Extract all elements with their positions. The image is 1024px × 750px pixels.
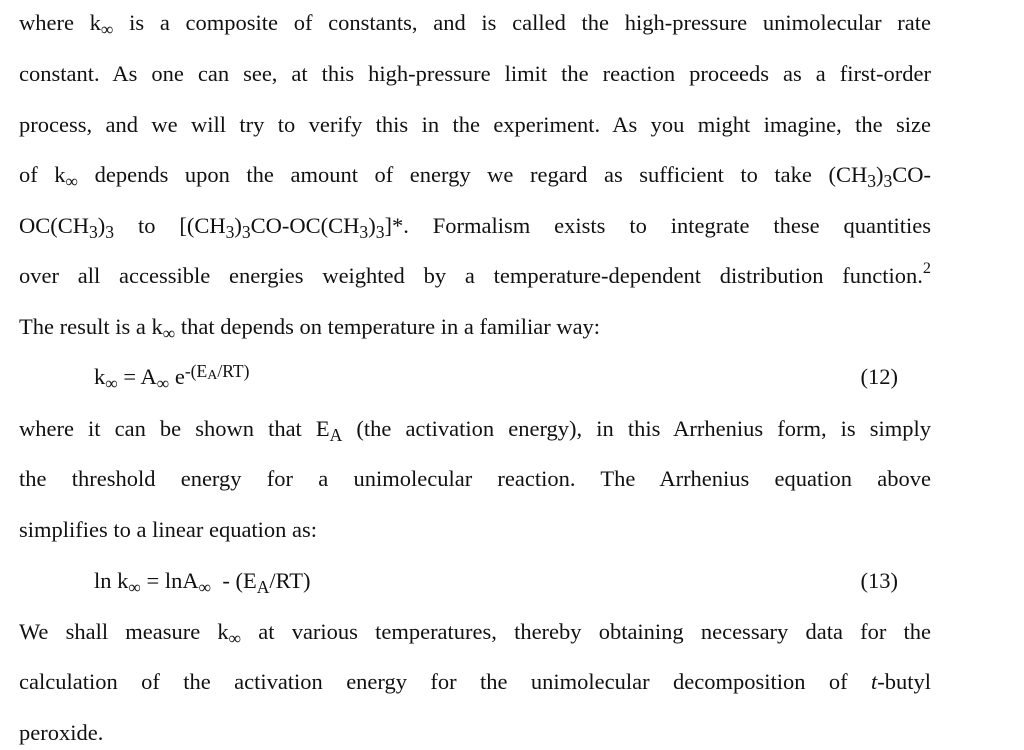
- text-segment: We shall measure k: [19, 619, 229, 644]
- text-segment: (the activation energy), in this Arrhenius form, is simply: [342, 416, 932, 441]
- equation-13: [94, 566, 898, 596]
- text-segment: OC(CH: [19, 213, 90, 238]
- text-segment: simplifies to a linear equation as:: [19, 517, 318, 542]
- subscript: ∞: [128, 576, 141, 597]
- subscript: ∞: [228, 627, 242, 648]
- paragraph1-line5: [19, 212, 931, 240]
- subscript: ∞: [162, 322, 176, 343]
- paragraph1-line7: [19, 313, 931, 341]
- subscript: A: [207, 366, 218, 383]
- text-segment: CO-: [892, 162, 931, 187]
- subscript: ∞: [100, 18, 114, 39]
- text-segment: CO-OC(CH: [250, 213, 360, 238]
- subscript: ∞: [156, 372, 170, 393]
- text-segment: where it can be shown that E: [19, 416, 330, 441]
- paragraph2-line1: [19, 415, 931, 443]
- text-segment: to [(CH: [114, 213, 226, 238]
- text-segment: -(E: [184, 360, 208, 381]
- italic-text: t: [870, 669, 878, 694]
- text-segment: The result is a k: [19, 314, 163, 339]
- text-segment: is a composite of constants, and is called the high-pressure unimolecular rate: [113, 10, 931, 35]
- text-segment: peroxide.: [19, 720, 104, 745]
- subscript: 3: [359, 221, 369, 242]
- equation-13-body: [94, 566, 311, 596]
- text-segment: ): [234, 213, 242, 238]
- text-segment: /RT): [269, 568, 311, 593]
- subscript: 3: [241, 221, 251, 242]
- text-segment: that depends on temperature in a familiar way:: [175, 314, 601, 339]
- text-segment: of k: [19, 162, 66, 187]
- equation-12: [94, 362, 898, 392]
- subscript: 3: [89, 221, 98, 242]
- text-segment: -butyl: [877, 669, 931, 694]
- text-segment: calculation of the activation energy for the unimolecular decomposition of: [19, 669, 871, 694]
- subscript: 3: [105, 221, 115, 242]
- paragraph1-line4: [19, 161, 931, 189]
- text-segment: - (E: [211, 568, 257, 593]
- subscript: ∞: [198, 576, 212, 597]
- text-segment: ]*. Formalism exists to integrate these quantities: [384, 213, 931, 238]
- text-segment: ): [368, 213, 376, 238]
- text-segment: depends upon the amount of energy we regard as sufficient to take (CH: [78, 162, 868, 187]
- text-segment: = A: [117, 364, 157, 389]
- subscript: 3: [225, 221, 235, 242]
- paragraph3-line3: [19, 719, 931, 747]
- subscript: 3: [867, 170, 876, 191]
- equation-12-body: [94, 362, 249, 392]
- paragraph2-line2: [19, 465, 931, 493]
- text-segment: /RT): [217, 360, 250, 381]
- paragraph1-line2: [19, 60, 931, 88]
- paragraph1-line1: [19, 9, 931, 37]
- equation-number: (12): [860, 364, 898, 389]
- subscript: ∞: [65, 170, 79, 191]
- text-segment: the threshold energy for a unimolecular reaction. The Arrhenius equation above: [19, 466, 931, 491]
- footnote-reference: 2: [922, 258, 931, 277]
- paragraph3-line2: [19, 668, 931, 696]
- paragraph1-line3: [19, 111, 931, 139]
- text-segment: process, and we will try to verify this in the experiment. As you might imagine, the size: [19, 112, 931, 137]
- text-segment: ): [875, 162, 884, 187]
- text-segment: constant. As one can see, at this high-pressure limit the reaction proceeds as a first-order: [19, 61, 931, 86]
- equation-number: (13): [860, 568, 898, 593]
- text-segment: ln k: [94, 568, 129, 593]
- text-segment: ): [97, 213, 106, 238]
- text-segment: k: [94, 364, 106, 389]
- exponent: [185, 361, 250, 381]
- subscript: A: [256, 576, 270, 597]
- paragraph3-line1: [19, 618, 931, 646]
- paragraph1-line6: [19, 258, 931, 290]
- subscript: A: [329, 424, 343, 445]
- text-segment: = lnA: [140, 568, 199, 593]
- text-segment: over all accessible energies weighted by a temperature-dependent distribution function.: [19, 263, 923, 288]
- text-segment: where k: [19, 10, 101, 35]
- paragraph2-line3: [19, 516, 931, 544]
- text-segment: at various temperatures, thereby obtaining necessary data for the: [241, 619, 931, 644]
- subscript: 3: [883, 170, 893, 191]
- subscript: ∞: [105, 372, 118, 393]
- text-segment: e: [169, 364, 185, 389]
- subscript: 3: [375, 221, 385, 242]
